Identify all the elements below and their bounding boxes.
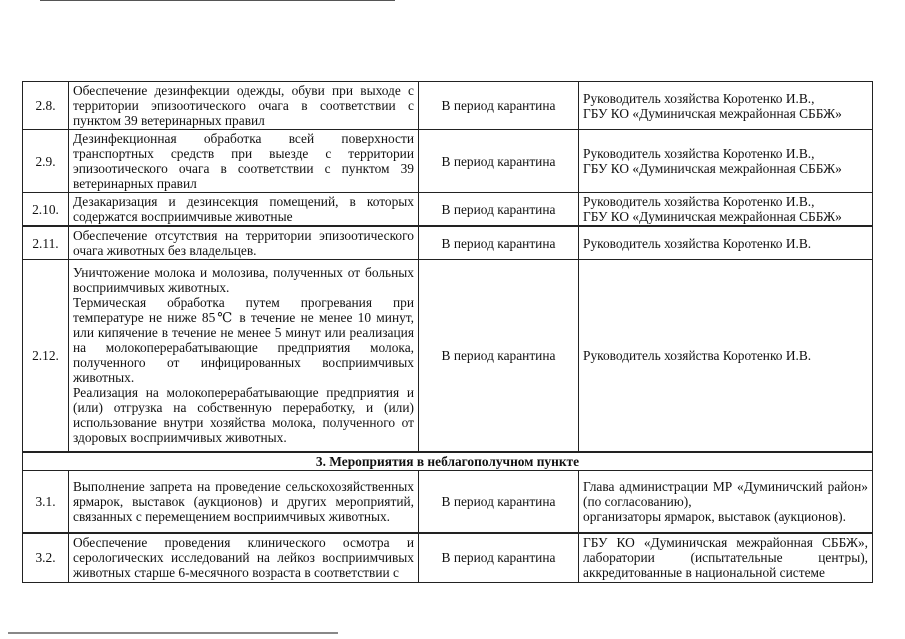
responsible-cell <box>579 82 873 130</box>
scan-artifact-line <box>357 0 379 1</box>
activity-cell <box>69 470 419 533</box>
term-cell: В период карантина <box>419 533 579 582</box>
term-cell: В период карантина <box>419 130 579 193</box>
row-number: 2.10. <box>23 193 69 227</box>
activity-cell <box>69 226 419 260</box>
responsible-line: Руководитель хозяйства Коротенко И.В., <box>583 146 815 161</box>
responsible-cell <box>579 260 873 452</box>
responsible-cell <box>579 533 873 582</box>
responsible-cell <box>579 470 873 533</box>
activity-text: Уничтожение молока и молозива, полученных от больных восприимчивых животных. <box>73 265 414 296</box>
table-row <box>23 82 873 130</box>
scan-artifact-line <box>40 0 395 1</box>
responsible-line: Руководитель хозяйства Коротенко И.В., <box>583 194 815 209</box>
responsible-line: ГБУ КО «Думиничская межрайонная СББЖ» <box>583 105 842 121</box>
term-cell: В период карантина <box>419 470 579 533</box>
activity-cell <box>69 82 419 130</box>
responsible-cell <box>579 130 873 193</box>
activity-cell <box>69 130 419 193</box>
responsible-line: ГБУ КО «Думиничская межрайонная СББЖ» <box>583 161 842 176</box>
responsible-cell <box>579 193 873 227</box>
activity-text: Термическая обработка путем прогревания при температуре не ниже 85℃ в течение не менее 10 минут, или кипячение в течение не менее 5 минут или реализация на молокоперерабатывающие предприятия молока, полученного от инфицированных восприимчивых животных. <box>73 295 414 386</box>
responsible-line: ГБУ КО «Думиничская межрайонная СББЖ» <box>583 209 842 224</box>
term-cell: В период карантина <box>419 260 579 452</box>
activity-text: Обеспечение отсутствия на территории эпизоотического очага животных без владельцев. <box>73 228 414 258</box>
activity-text: Обеспечение дезинфекции одежды, обуви при выходе с территории эпизоотического очага в соответствии с пунктом 39 ветеринарных правил <box>73 83 414 128</box>
quarantine-measures-table <box>22 81 873 583</box>
table-row <box>23 260 873 452</box>
activity-text: Реализация на молокоперерабатывающие предприятия и (или) отгрузка на собственную переработку, и (или) использование внутри хозяйства молока, полученного от здоровых восприимчивых животных. <box>73 385 414 446</box>
row-number: 2.8. <box>23 82 69 130</box>
activity-text: Дезакаризация и дезинсекция помещений, в которых содержатся восприимчивые животные <box>73 194 414 224</box>
responsible-line: Руководитель хозяйства Коротенко И.В., <box>583 90 815 106</box>
table-row <box>23 470 873 533</box>
row-number: 2.11. <box>23 226 69 260</box>
term-cell: В период карантина <box>419 193 579 227</box>
scan-artifact-line <box>8 632 338 634</box>
row-number: 3.2. <box>23 533 69 582</box>
term-cell: В период карантина <box>419 82 579 130</box>
responsible-line: ГБУ КО «Думиничская межрайонная СББЖ», лаборатории (испытательные центры), аккредитованные в национальной системе <box>583 535 868 581</box>
table-row <box>23 193 873 227</box>
table-row <box>23 130 873 193</box>
responsible-cell <box>579 226 873 260</box>
responsible-line: Руководитель хозяйства Коротенко И.В. <box>583 235 812 251</box>
activity-cell <box>69 533 419 582</box>
activity-text: Выполнение запрета на проведение сельскохозяйственных ярмарок, выставок (аукционов) и других мероприятий, связанных с перемещением восприимчивых животных. <box>73 478 414 524</box>
row-number: 2.9. <box>23 130 69 193</box>
activity-text: Обеспечение проведения клинического осмотра и серологических исследований на лейкоз восприимчивых животных старше 6-месячного возраста в соответствии с <box>73 535 414 581</box>
activity-text: Дезинфекционная обработка всей поверхности транспортных средств при выезде с территории эпизоотического очага в соответствии с пунктом 39 ветеринарных правил <box>73 131 414 191</box>
responsible-line: организаторы ярмарок, выставок (аукционов). <box>583 508 846 524</box>
row-number: 2.12. <box>23 260 69 452</box>
row-number: 3.1. <box>23 470 69 533</box>
activity-cell <box>69 260 419 452</box>
responsible-line: Глава администрации МР «Думиничский район» (по согласованию), <box>583 478 868 509</box>
table-row <box>23 226 873 260</box>
responsible-line: Руководитель хозяйства Коротенко И.В. <box>583 347 812 363</box>
term-cell: В период карантина <box>419 226 579 260</box>
section-header-row <box>23 452 873 471</box>
section-title: 3. Мероприятия в неблагополучном пункте <box>23 452 873 471</box>
table-row <box>23 533 873 582</box>
activity-cell <box>69 193 419 227</box>
